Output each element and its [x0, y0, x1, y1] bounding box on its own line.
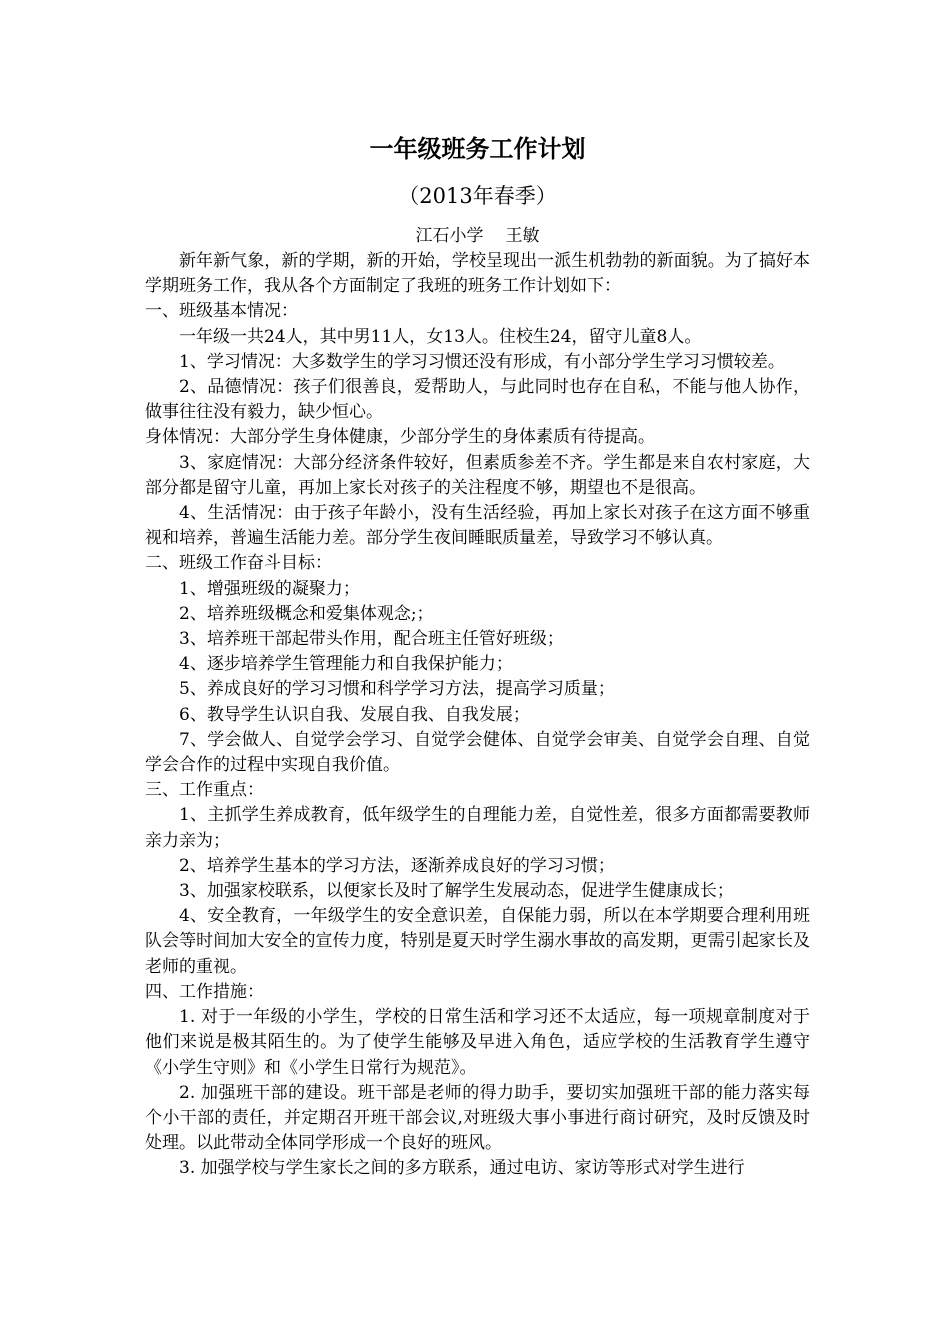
list-item: 3. 加强学校与学生家长之间的多方联系，通过电访、家访等形式对学生进行: [179, 1158, 745, 1179]
list-item: 2、培养学生基本的学习方法，逐渐养成良好的学习习惯；: [179, 855, 615, 876]
list-item: 4、生活情况：由于孩子年龄小，没有生活经验，再加上家长对孩子在这方面不够重视和培养，普遍生活能力差。部分学生夜间睡眠质量差，导致学习不够认真。: [145, 503, 810, 549]
list-item: 1. 对于一年级的小学生，学校的日常生活和学习还不太适应，每一项规章制度对于他们来说是极其陌生的。为了使学生能够及早进入角色，适应学校的生活教育学生遵守《小学生守则》和《小学生日常行为规范》。: [145, 1007, 810, 1078]
list-item: 3、培养班干部起带头作用，配合班主任管好班级；: [179, 629, 564, 650]
list-item: 6、教导学生认识自我、发展自我、自我发展；: [179, 704, 530, 725]
section-heading: 三、工作重点：: [145, 780, 264, 801]
section-heading: 一、班级基本情况：: [145, 301, 298, 322]
author-line: [145, 224, 810, 249]
list-item: 4、逐步培养学生管理能力和自我保护能力；: [179, 654, 513, 675]
list-item: 4、安全教育，一年级学生的安全意识差，自保能力弱，所以在本学期要合理利用班队会等时间加大安全的宣传力度，特别是夏天时学生溺水事故的高发期，更需引起家长及老师的重视。: [145, 906, 810, 977]
author-school: 江石小学: [415, 226, 484, 246]
list-item: 2、品德情况：孩子们很善良，爱帮助人，与此同时也存在自私，不能与他人协作，做事往往没有毅力，缺少恒心。: [145, 377, 810, 423]
list-item: 5、养成良好的学习习惯和科学学习方法，提高学习质量；: [179, 679, 615, 700]
list-item: 1、增强班级的凝聚力；: [179, 578, 360, 599]
section-heading: 二、班级工作奋斗目标：: [145, 553, 332, 574]
list-item: 2、培养班级概念和爱集体观念;；: [179, 603, 434, 624]
list-item: 1、主抓学生养成教育，低年级学生的自理能力差，自觉性差，很多方面都需要教师亲力亲为；: [145, 805, 810, 851]
author-name: 王敏: [505, 226, 540, 246]
intro-paragraph: 新年新气象，新的学期，新的开始，学校呈现出一派生机勃勃的新面貌。为了搞好本学期班务工作，我从各个方面制定了我班的班务工作计划如下：: [145, 251, 810, 297]
section-heading: 四、工作措施：: [145, 981, 264, 1002]
document-page: [145, 128, 810, 1182]
paragraph: 一年级一共24人，其中男11人，女13人。住校生24，留守儿童8人。: [179, 326, 702, 347]
paragraph: 身体情况：大部分学生身体健康，少部分学生的身体素质有待提高。: [145, 427, 655, 448]
list-item: 3、加强家校联系，以便家长及时了解学生发展动态，促进学生健康成长；: [179, 881, 734, 902]
list-item: 2. 加强班干部的建设。班干部是老师的得力助手，要切实加强班干部的能力落实每个小干部的责任，并定期召开班干部会议,对班级大事小事进行商讨研究，及时反馈及时处理。以此带动全体同学形成一个良好的班风。: [145, 1082, 810, 1154]
list-item: 3、家庭情况：大部分经济条件较好，但素质参差不齐。学生都是来自农村家庭，大部分都是留守儿童，再加上家长对孩子的关注程度不够，期望也不是很高。: [145, 452, 810, 498]
document-title: 一年级班务工作计划: [369, 134, 586, 163]
list-item: 7、学会做人、自觉学会学习、自觉学会健体、自觉学会审美、自觉学会自理、自觉学会合作的过程中实现自我价值。: [145, 729, 810, 776]
document-subtitle: （2013年春季）: [398, 184, 557, 208]
list-item: 1、学习情况：大多数学生的学习习惯还没有形成，有小部分学生学习习惯较差。: [179, 351, 785, 372]
